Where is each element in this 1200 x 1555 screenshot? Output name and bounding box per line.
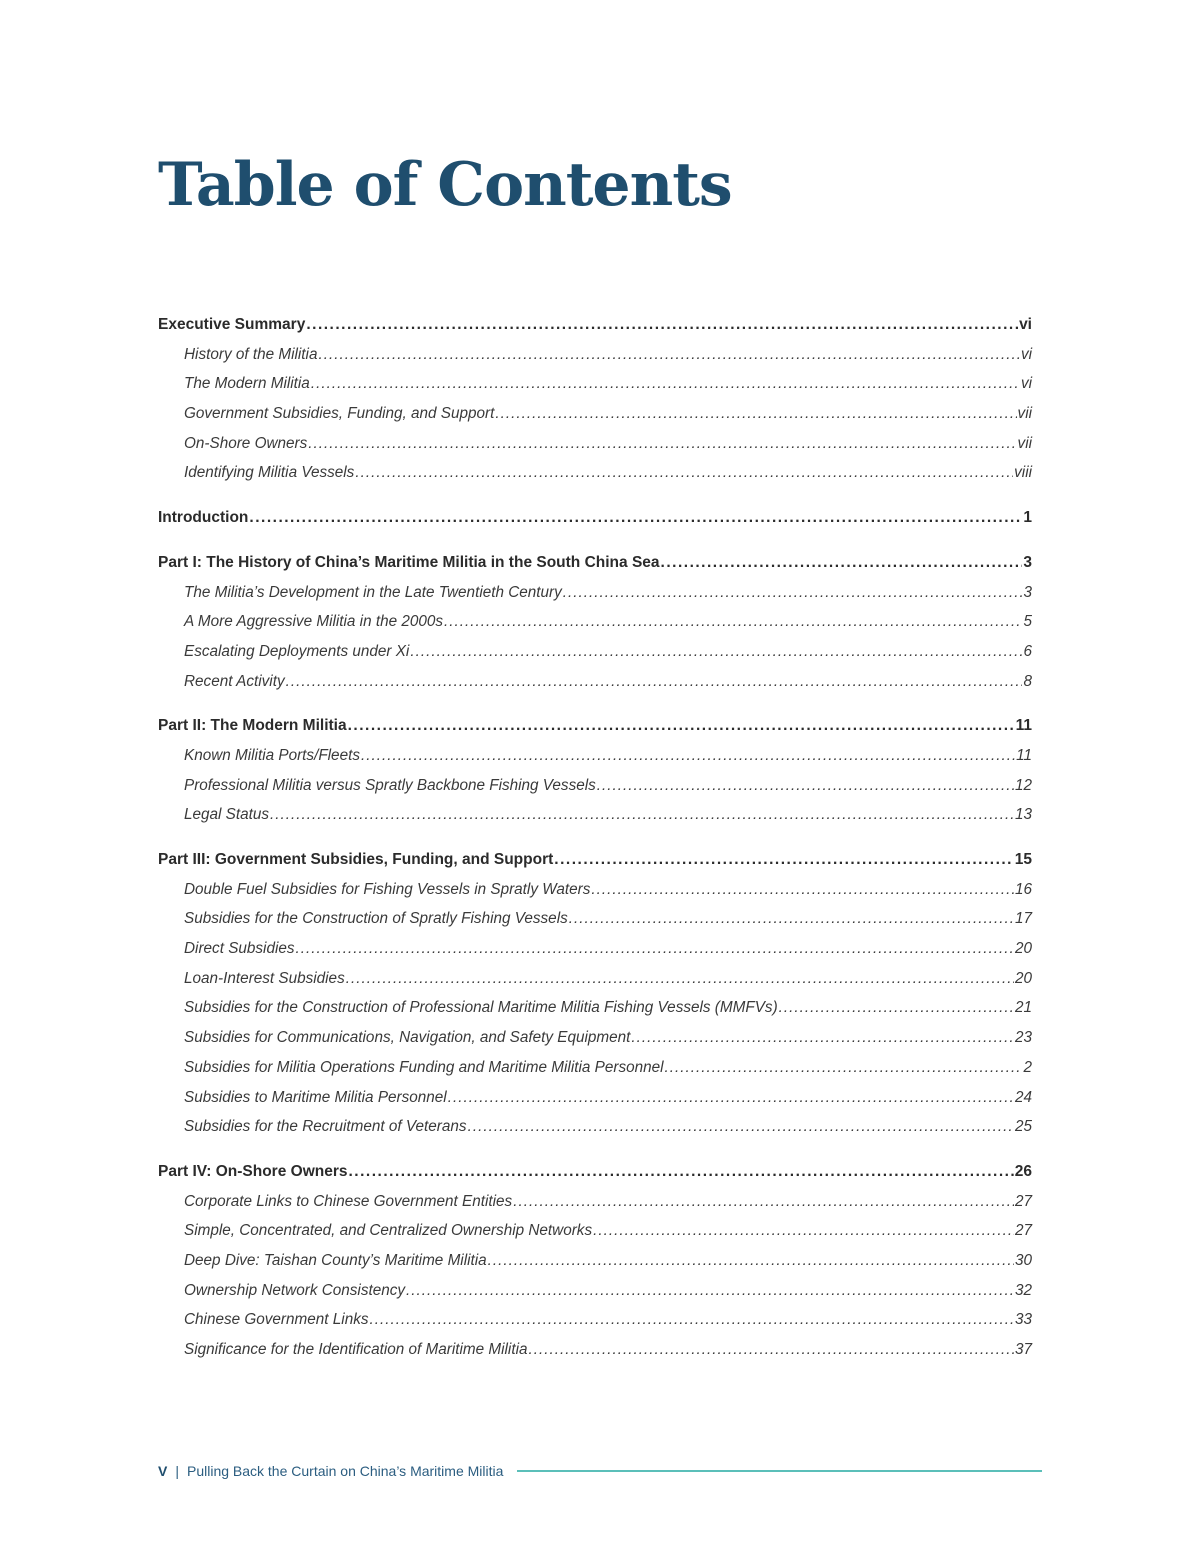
toc-subentry[interactable] [158, 904, 1032, 934]
toc-subentry[interactable] [158, 340, 1032, 370]
dot-leader [444, 607, 1022, 637]
toc-entry-page: 12 [1014, 776, 1032, 794]
toc-entry-label: Loan-Interest Subsidies [184, 969, 345, 987]
toc-entry-label: Chinese Government Links [184, 1311, 369, 1329]
toc-entry-label: Ownership Network Consistency [184, 1281, 406, 1299]
toc-entry-label: Subsidies for the Construction of Professional Maritime Militia Fishing Vessels (MMFVs) [184, 999, 778, 1017]
dot-leader [661, 548, 1023, 578]
toc-entry-label: Government Subsidies, Funding, and Support [184, 405, 495, 423]
toc-entry-page: 11 [1015, 717, 1032, 735]
dot-leader [448, 1083, 1014, 1113]
toc-heading[interactable] [158, 310, 1032, 340]
dot-leader [306, 310, 1018, 340]
toc-entry-page: 37 [1014, 1341, 1032, 1358]
dot-leader [348, 711, 1015, 741]
toc-heading[interactable] [158, 503, 1032, 533]
toc-subentry[interactable] [158, 1187, 1032, 1217]
toc-entry-label: Professional Militia versus Spratly Backbone Fishing Vessels [184, 776, 596, 794]
toc-entry-label: Double Fuel Subsidies for Fishing Vessels in Spratly Waters [184, 880, 591, 898]
toc-entry-label: Known Militia Ports/Fleets [184, 746, 360, 764]
toc-subentry[interactable] [158, 1053, 1032, 1083]
toc-entry-page: 11 [1016, 746, 1032, 764]
toc-entry-label: Subsidies for Militia Operations Funding and Maritime Militia Personnel [184, 1058, 664, 1076]
toc-subentry[interactable] [158, 1335, 1032, 1365]
toc-entry-page: 27 [1014, 1192, 1032, 1210]
dot-leader [569, 904, 1014, 934]
dot-leader [349, 1157, 1014, 1187]
dot-leader [554, 845, 1013, 875]
toc-entry-label: History of the Militia [184, 345, 318, 363]
toc-entry-page: 30 [1014, 1251, 1032, 1269]
dot-leader [563, 578, 1023, 608]
toc-entry-page: 23 [1014, 1029, 1032, 1047]
toc-entry-page: vi [1019, 316, 1032, 333]
toc-entry-label: Introduction [158, 509, 249, 527]
toc-subentry[interactable] [158, 1276, 1032, 1306]
dot-leader [631, 1023, 1014, 1053]
toc-heading[interactable] [158, 548, 1032, 578]
toc-entry-label: Identifying Militia Vessels [184, 464, 355, 482]
toc-entry-page: 13 [1014, 806, 1032, 824]
toc-entry-page: 16 [1014, 880, 1032, 898]
toc-entry-page: 6 [1023, 642, 1032, 660]
toc-entry-label: Part II: The Modern Militia [158, 717, 347, 735]
footer-separator: | [175, 1463, 179, 1479]
toc-entry-page: vii [1017, 405, 1032, 423]
dot-leader [593, 1216, 1014, 1246]
toc-entry-page: 2 [1023, 1058, 1032, 1076]
toc-entry-label: Deep Dive: Taishan County’s Maritime Militia [184, 1251, 487, 1269]
dot-leader [311, 369, 1020, 399]
toc-entry-page: 3 [1023, 583, 1032, 601]
toc-entry-label: On-Shore Owners [184, 434, 308, 452]
toc-subentry[interactable] [158, 1246, 1032, 1276]
toc-subentry[interactable] [158, 429, 1032, 459]
toc-subentry[interactable] [158, 964, 1032, 994]
toc-entry-label: Part I: The History of China’s Maritime Militia in the South China Sea [158, 553, 660, 571]
toc-subentry[interactable] [158, 993, 1032, 1023]
dot-leader [355, 458, 1013, 488]
footer-rule [517, 1470, 1042, 1472]
footer-publication-title: Pulling Back the Curtain on China’s Maritime Militia [186, 1463, 504, 1479]
toc-subentry[interactable] [158, 800, 1032, 830]
toc-entry-page: 21 [1014, 999, 1032, 1017]
toc-entry-label: Direct Subsidies [184, 940, 295, 958]
toc-subentry[interactable] [158, 1305, 1032, 1335]
toc-entry-page: 32 [1014, 1281, 1032, 1299]
toc-entry-page: 20 [1014, 940, 1032, 958]
toc-subentry[interactable] [158, 1023, 1032, 1053]
toc-entry-page: 26 [1014, 1162, 1032, 1180]
dot-leader [779, 993, 1014, 1023]
toc-entry-label: Escalating Deployments under Xi [184, 642, 410, 660]
toc-subentry[interactable] [158, 578, 1032, 608]
toc-entry-page: vi [1020, 375, 1032, 393]
toc-subentry[interactable] [158, 637, 1032, 667]
dot-leader [665, 1053, 1023, 1083]
toc-entry-label: Subsidies for the Recruitment of Veterans [184, 1118, 467, 1136]
toc-subentry[interactable] [158, 1216, 1032, 1246]
toc-entry-page: 8 [1023, 672, 1032, 690]
toc-entry-page: vii [1017, 434, 1032, 452]
toc-subentry[interactable] [158, 1112, 1032, 1142]
toc-heading[interactable] [158, 845, 1032, 875]
toc-entry-label: Significance for the Identification of Maritime Militia [184, 1341, 528, 1358]
toc-subentry[interactable] [158, 934, 1032, 964]
toc-entry-label: Legal Status [184, 806, 270, 824]
toc-entry-page: 1 [1023, 509, 1032, 527]
toc-entry-page: 25 [1014, 1118, 1032, 1136]
toc-entry-page: 27 [1014, 1222, 1032, 1240]
toc-entry-label: Recent Activity [184, 672, 285, 690]
toc-entry-label: Subsidies for Communications, Navigation, and Safety Equipment [184, 1029, 631, 1047]
page-title: Table of Contents [158, 150, 732, 220]
dot-leader [513, 1187, 1014, 1217]
dot-leader [308, 429, 1016, 459]
toc-entry-label: Corporate Links to Chinese Government Entities [184, 1192, 513, 1210]
toc-subentry[interactable] [158, 875, 1032, 905]
toc-entry-page: 5 [1023, 613, 1032, 631]
toc-subentry[interactable] [158, 458, 1032, 488]
dot-leader [370, 1305, 1014, 1335]
toc-subentry[interactable] [158, 771, 1032, 801]
dot-leader [468, 1112, 1014, 1142]
dot-leader [406, 1276, 1014, 1306]
toc-entry-label: The Modern Militia [184, 375, 310, 393]
toc-heading[interactable] [158, 1157, 1032, 1187]
dot-leader [528, 1335, 1014, 1365]
dot-leader [296, 934, 1014, 964]
dot-leader [270, 800, 1014, 830]
toc-entry-label: Subsidies to Maritime Militia Personnel [184, 1088, 447, 1106]
toc-subentry[interactable] [158, 1083, 1032, 1113]
toc-subentry[interactable] [158, 741, 1032, 771]
toc-entry-page: 33 [1014, 1311, 1032, 1329]
toc-section [158, 310, 1032, 488]
dot-leader [361, 741, 1015, 771]
toc-heading[interactable] [158, 711, 1032, 741]
toc-entry-page: 15 [1014, 851, 1032, 868]
dot-leader [346, 964, 1014, 994]
toc-section [158, 711, 1032, 830]
dot-leader [318, 340, 1019, 370]
dot-leader [591, 875, 1014, 905]
toc-entry-page: viii [1014, 464, 1032, 482]
dot-leader [286, 667, 1023, 697]
toc-subentry[interactable] [158, 607, 1032, 637]
toc-entry-label: Part IV: On-Shore Owners [158, 1162, 348, 1180]
dot-leader [249, 503, 1022, 533]
dot-leader [495, 399, 1016, 429]
page-footer [158, 1463, 1042, 1479]
dot-leader [488, 1246, 1014, 1276]
toc-entry-label: Simple, Concentrated, and Centralized Ownership Networks [184, 1222, 593, 1240]
toc-entry-page: 20 [1014, 969, 1032, 987]
toc-entry-label: Executive Summary [158, 316, 306, 333]
toc-entry-page: vi [1020, 345, 1032, 363]
toc-entry-label: Part III: Government Subsidies, Funding, and Support [158, 851, 554, 868]
toc-entry-label: The Militia’s Development in the Late Twentieth Century [184, 583, 562, 601]
table-of-contents [158, 310, 1032, 1380]
toc-subentry[interactable] [158, 667, 1032, 697]
toc-entry-label: Subsidies for the Construction of Spratly Fishing Vessels [184, 910, 568, 928]
toc-entry-page: 24 [1014, 1088, 1032, 1106]
toc-entry-page: 3 [1023, 553, 1032, 571]
toc-entry-label: A More Aggressive Militia in the 2000s [184, 613, 444, 631]
dot-leader [597, 771, 1014, 801]
toc-subentry[interactable] [158, 399, 1032, 429]
dot-leader [410, 637, 1022, 667]
toc-entry-page: 17 [1014, 910, 1032, 928]
toc-section [158, 503, 1032, 533]
toc-section [158, 845, 1032, 1142]
toc-section [158, 548, 1032, 696]
footer-page-number: V [158, 1463, 168, 1479]
toc-section [158, 1157, 1032, 1365]
toc-subentry[interactable] [158, 369, 1032, 399]
